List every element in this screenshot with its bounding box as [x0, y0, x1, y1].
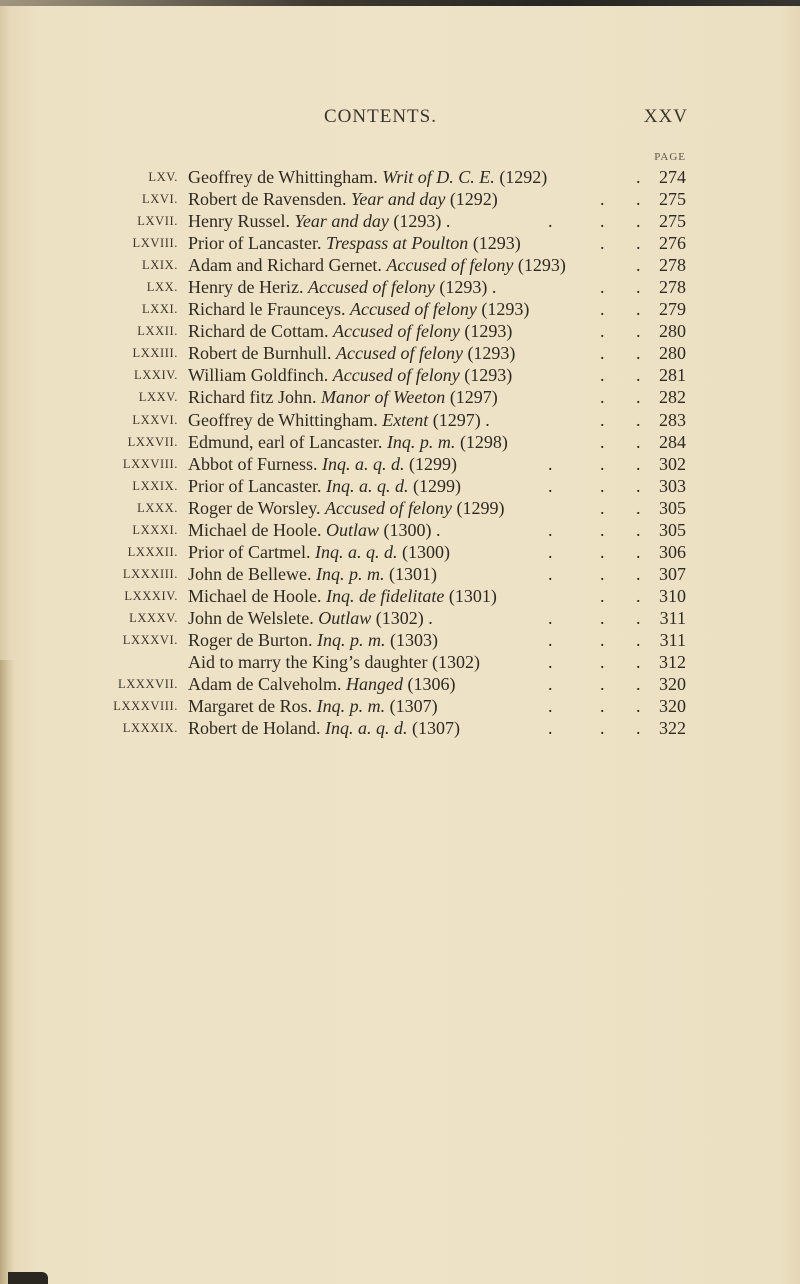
entry-page-number: 312	[659, 652, 686, 673]
entry-year: (1302) .	[375, 607, 433, 628]
leader-dot: .	[636, 387, 641, 408]
leader-dot: .	[600, 409, 605, 430]
leader-dot: .	[636, 519, 641, 540]
page-top-edge-shadow	[0, 0, 800, 6]
toc-entry	[0, 431, 800, 453]
entry-page-number: 283	[659, 409, 686, 430]
entry-name: John de Bellewe.	[188, 563, 312, 584]
toc-entry	[0, 386, 800, 408]
leader-dot: .	[548, 718, 553, 739]
leader-dot: .	[636, 255, 641, 276]
entry-page-number: 280	[659, 321, 686, 342]
leader-dot: .	[636, 497, 641, 518]
leader-dot: .	[600, 431, 605, 452]
entry-title	[188, 188, 498, 210]
leader-dot: .	[600, 299, 605, 320]
entry-year: (1293)	[517, 255, 566, 276]
entry-year: (1292)	[449, 189, 498, 210]
entry-name: Geoffrey de Whittingham.	[188, 409, 378, 430]
entry-title	[188, 409, 490, 431]
entry-page-number: 284	[659, 431, 686, 452]
toc-entry	[0, 585, 800, 607]
toc-entry	[0, 607, 800, 629]
entry-subject: Year and day	[294, 211, 389, 232]
leader-dot: .	[548, 607, 553, 628]
entry-number: LXXVII.	[127, 434, 178, 449]
entry-subject: Accused of felony	[325, 497, 452, 518]
entry-subject: Accused of felony	[386, 255, 514, 276]
entry-title	[188, 276, 496, 298]
toc-entry	[0, 651, 800, 673]
entry-number: LXXXVIII.	[113, 699, 178, 714]
entry-number: LXXV.	[138, 390, 178, 405]
leader-dot: .	[548, 652, 553, 673]
leader-dot: .	[600, 211, 605, 232]
leader-dot: .	[600, 696, 605, 717]
entry-name: Prior of Lancaster.	[188, 233, 322, 254]
entry-year: (1300)	[401, 541, 450, 562]
entry-year: (1301)	[448, 585, 497, 606]
leader-dot: .	[636, 629, 641, 650]
entry-title	[188, 607, 433, 629]
leader-dot: .	[636, 343, 641, 364]
entry-title	[188, 364, 512, 386]
leader-dot: .	[600, 652, 605, 673]
entry-page-number: 280	[659, 343, 686, 364]
entry-year: (1293)	[464, 365, 513, 386]
entry-year: (1307)	[389, 696, 438, 717]
entry-year: (1307)	[411, 718, 460, 739]
running-head-title: CONTENTS.	[324, 106, 437, 127]
toc-entry	[0, 541, 800, 563]
entry-name: John de Welslete.	[188, 607, 314, 628]
entry-page-number: 282	[659, 387, 686, 408]
entry-page-number: 305	[659, 497, 686, 518]
entry-year: (1293)	[467, 343, 516, 364]
entry-name: Adam de Calveholm.	[188, 674, 342, 695]
entry-page-number: 311	[659, 607, 686, 628]
entry-number: LXXXVI.	[122, 632, 178, 647]
entry-name: Robert de Ravensden.	[188, 189, 347, 210]
entry-page-number: 306	[659, 541, 686, 562]
entry-year: (1292)	[499, 167, 548, 187]
entry-name: Aid to marry the King’s daughter (1302)	[188, 652, 480, 673]
entry-page-number: 279	[659, 299, 686, 320]
toc-entry	[0, 629, 800, 651]
entry-subject: Accused of felony	[332, 365, 460, 386]
entry-year: (1293) .	[439, 277, 497, 298]
entry-name: Adam and Richard Gernet.	[188, 255, 382, 276]
entry-page-number: 307	[659, 563, 686, 584]
leader-dot: .	[636, 189, 641, 210]
leader-dot: .	[600, 475, 605, 496]
entry-page-number: 275	[659, 189, 686, 210]
entry-page-number: 276	[659, 233, 686, 254]
entry-name: Roger de Worsley.	[188, 497, 321, 518]
entry-page-number: 278	[659, 255, 686, 276]
table-of-contents	[0, 166, 800, 739]
leader-dot: .	[548, 541, 553, 562]
entry-year: (1298)	[459, 431, 508, 452]
entry-number: LXVI.	[142, 192, 178, 207]
leader-dot: .	[600, 585, 605, 606]
toc-entry	[0, 210, 800, 232]
running-head	[0, 106, 800, 130]
entry-title	[188, 298, 529, 320]
entry-name: Henry de Heriz.	[188, 277, 304, 298]
entry-subject: Inq. p. m.	[316, 696, 386, 717]
leader-dot: .	[636, 277, 641, 298]
entry-title	[188, 453, 457, 475]
leader-dot: .	[636, 607, 641, 628]
leader-dot: .	[600, 387, 605, 408]
entry-page-number: 274	[659, 167, 686, 187]
entry-page-number: 302	[659, 453, 686, 474]
entry-title	[188, 386, 498, 408]
toc-entry	[0, 475, 800, 497]
entry-year: (1293)	[472, 233, 521, 254]
entry-number: LXXXVII.	[118, 677, 178, 692]
entry-subject: Manor of Weeton	[320, 387, 446, 408]
leader-dot: .	[548, 519, 553, 540]
entry-page-number: 320	[659, 674, 686, 695]
toc-entry	[0, 166, 800, 188]
leader-dot: .	[636, 585, 641, 606]
entry-number: LXXXV.	[129, 610, 178, 625]
entry-subject: Accused of felony	[332, 321, 460, 342]
toc-entry	[0, 695, 800, 717]
entry-subject: Inq. a. q. d.	[325, 475, 409, 496]
entry-title	[188, 232, 521, 254]
toc-entry	[0, 232, 800, 254]
leader-dot: .	[600, 674, 605, 695]
entry-name: Prior of Cartmel.	[188, 541, 311, 562]
leader-dot: .	[600, 607, 605, 628]
entry-page-number: 305	[659, 519, 686, 540]
entry-subject: Outlaw	[325, 519, 379, 540]
leader-dot: .	[600, 519, 605, 540]
leader-dot: .	[548, 453, 553, 474]
leader-dot: .	[548, 475, 553, 496]
entry-number: LXXI.	[142, 302, 178, 317]
leader-dot: .	[600, 541, 605, 562]
entry-subject: Hanged	[345, 674, 403, 695]
entry-page-number: 311	[659, 629, 686, 650]
entry-number: LXXII.	[137, 324, 178, 339]
entry-year: (1303)	[389, 629, 438, 650]
entry-year: (1297)	[449, 387, 498, 408]
entry-number: LXXVI.	[132, 412, 178, 427]
entry-subject: Writ of D. C. E.	[382, 167, 495, 187]
leader-dot: .	[600, 563, 605, 584]
entry-name: Michael de Hoole.	[188, 585, 322, 606]
toc-entry	[0, 254, 800, 276]
entry-name: Richard le Fraunceys.	[188, 299, 346, 320]
entry-name: Margaret de Ros.	[188, 696, 313, 717]
toc-entry	[0, 673, 800, 695]
entry-number: LXXXIII.	[122, 566, 178, 581]
entry-subject: Inq. de fidelitate	[325, 585, 445, 606]
entry-title	[188, 497, 504, 519]
entry-number: LXXX.	[137, 500, 178, 515]
entry-title	[188, 210, 450, 232]
entry-subject: Extent	[382, 409, 429, 430]
entry-number: LXXIX.	[132, 478, 178, 493]
entry-name: Michael de Hoole.	[188, 519, 322, 540]
toc-entry	[0, 188, 800, 210]
entry-title	[188, 541, 450, 563]
entry-name: Henry Russel.	[188, 211, 290, 232]
entry-name: Richard fitz John.	[188, 387, 317, 408]
leader-dot: .	[548, 629, 553, 650]
leader-dot: .	[636, 541, 641, 562]
entry-year: (1293) .	[393, 211, 451, 232]
entry-number: LXXXIX.	[122, 721, 178, 736]
entry-name: Geoffrey de Whittingham.	[188, 167, 378, 187]
leader-dot: .	[636, 431, 641, 452]
leader-dot: .	[636, 409, 641, 430]
page-folio: XXV	[643, 106, 688, 127]
leader-dot: .	[548, 674, 553, 695]
toc-entry	[0, 342, 800, 364]
page-corner-shadow	[8, 1272, 48, 1284]
entry-number: LXV.	[148, 170, 178, 184]
toc-entry	[0, 276, 800, 298]
entry-name: Prior of Lancaster.	[188, 475, 322, 496]
entry-subject: Inq. a. q. d.	[314, 541, 398, 562]
entry-name: Roger de Burton.	[188, 629, 313, 650]
entry-year: (1293)	[464, 321, 513, 342]
entry-name: William Goldfinch.	[188, 365, 329, 386]
leader-dot: .	[600, 453, 605, 474]
toc-entry	[0, 563, 800, 585]
entry-title	[188, 166, 547, 188]
entry-subject: Year and day	[350, 189, 446, 210]
leader-dot: .	[636, 453, 641, 474]
entry-subject: Accused of felony	[349, 299, 477, 320]
entry-page-number: 303	[659, 475, 686, 496]
page-column-label: PAGE	[654, 151, 686, 163]
leader-dot: .	[636, 475, 641, 496]
entry-year: (1306)	[407, 674, 456, 695]
leader-dot: .	[636, 167, 641, 187]
entry-title	[188, 673, 455, 695]
entry-number: LXXIV.	[134, 368, 178, 383]
entry-name: Richard de Cottam.	[188, 321, 329, 342]
entry-number: LXIX.	[142, 258, 178, 273]
leader-dot: .	[636, 674, 641, 695]
entry-number: LXXVIII.	[122, 456, 178, 471]
entry-title	[188, 585, 497, 607]
leader-dot: .	[600, 629, 605, 650]
entry-title	[188, 254, 566, 276]
leader-dot: .	[636, 299, 641, 320]
entry-year: (1299)	[412, 475, 461, 496]
entry-year: (1293)	[481, 299, 530, 320]
entry-page-number: 310	[659, 585, 686, 606]
leader-dot: .	[636, 211, 641, 232]
leader-dot: .	[600, 321, 605, 342]
entry-title	[188, 320, 512, 342]
leader-dot: .	[600, 233, 605, 254]
leader-dot: .	[548, 211, 553, 232]
entry-subject: Accused of felony	[335, 343, 463, 364]
entry-title	[188, 651, 480, 673]
entry-number: LXVIII.	[132, 236, 178, 251]
toc-entry	[0, 717, 800, 739]
toc-entry	[0, 497, 800, 519]
entry-title	[188, 475, 461, 497]
leader-dot: .	[548, 696, 553, 717]
leader-dot: .	[600, 189, 605, 210]
leader-dot: .	[548, 563, 553, 584]
entry-year: (1299)	[409, 453, 457, 474]
entry-page-number: 278	[659, 277, 686, 298]
entry-subject: Outlaw	[318, 607, 372, 628]
entry-year: (1297) .	[432, 409, 490, 430]
leader-dot: .	[600, 365, 605, 386]
toc-entry	[0, 453, 800, 475]
toc-entry	[0, 298, 800, 320]
leader-dot: .	[600, 497, 605, 518]
entry-title	[188, 717, 460, 739]
entry-page-number: 275	[659, 211, 686, 232]
entry-subject: Inq. p. m.	[316, 629, 386, 650]
entry-subject: Inq. a. q. d.	[322, 453, 405, 474]
entry-number: LXXIII.	[132, 346, 178, 361]
leader-dot: .	[636, 718, 641, 739]
leader-dot: .	[636, 233, 641, 254]
toc-entry	[0, 409, 800, 431]
entry-page-number: 281	[659, 365, 686, 386]
entry-subject: Inq. a. q. d.	[324, 718, 408, 739]
entry-page-number: 320	[659, 696, 686, 717]
entry-title	[188, 563, 437, 585]
entry-year: (1301)	[388, 563, 437, 584]
entry-title	[188, 629, 438, 651]
toc-entry	[0, 519, 800, 541]
leader-dot: .	[636, 563, 641, 584]
leader-dot: .	[600, 343, 605, 364]
toc-entry	[0, 320, 800, 342]
entry-title	[188, 342, 515, 364]
entry-year: (1299)	[456, 497, 505, 518]
entry-title	[188, 695, 438, 717]
entry-number: LXX.	[146, 280, 178, 295]
entry-title	[188, 431, 508, 453]
entry-title	[188, 519, 440, 541]
leader-dot: .	[636, 321, 641, 342]
entry-subject: Trespass at Poulton	[325, 233, 469, 254]
toc-entry	[0, 364, 800, 386]
entry-number: LXXXI.	[132, 522, 178, 537]
entry-subject: Inq. p. m.	[386, 431, 456, 452]
entry-name: Edmund, earl of Lancaster.	[188, 431, 383, 452]
entry-number: LXVII.	[137, 214, 178, 229]
entry-page-number: 322	[659, 718, 686, 739]
entry-subject: Inq. p. m.	[315, 563, 385, 584]
leader-dot: .	[636, 365, 641, 386]
leader-dot: .	[600, 718, 605, 739]
spine-shadow	[0, 660, 14, 1284]
entry-number: LXXXIV.	[124, 588, 178, 603]
entry-year: (1300) .	[383, 519, 441, 540]
entry-name: Robert de Holand.	[188, 718, 321, 739]
leader-dot: .	[600, 277, 605, 298]
leader-dot: .	[636, 696, 641, 717]
entry-name: Abbot of Furness.	[188, 453, 318, 474]
leader-dot: .	[636, 652, 641, 673]
entry-name: Robert de Burnhull.	[188, 343, 332, 364]
entry-number: LXXXII.	[127, 544, 178, 559]
entry-subject: Accused of felony	[307, 277, 435, 298]
